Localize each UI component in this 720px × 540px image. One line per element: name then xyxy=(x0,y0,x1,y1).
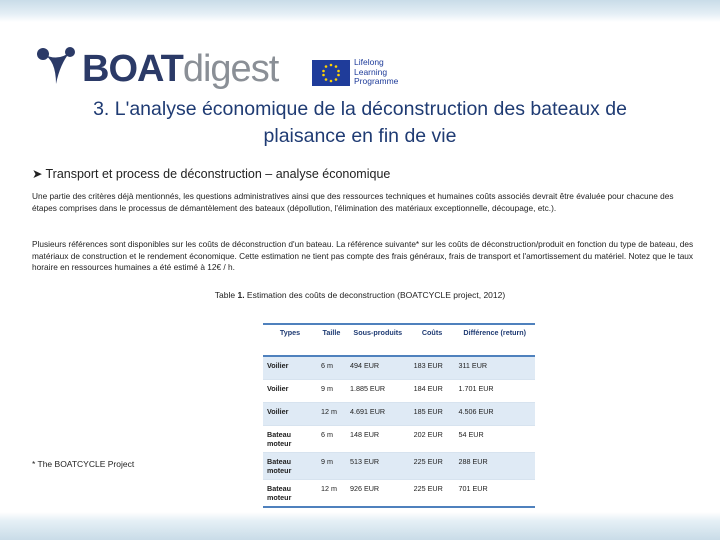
cell-difference: 1.701 EUR xyxy=(454,380,535,403)
header-size: Taille xyxy=(317,324,346,356)
cell-costs: 183 EUR xyxy=(410,356,455,380)
header-difference: Différence (return) xyxy=(454,324,535,356)
table-caption xyxy=(0,290,720,300)
title-line-2: plaisance en fin de vie xyxy=(263,125,457,147)
cell-size: 9 m xyxy=(317,380,346,403)
table-row xyxy=(263,403,535,426)
cell-size: 6 m xyxy=(317,426,346,453)
table-row xyxy=(263,356,535,380)
arrow-bullet-icon: ➤ xyxy=(32,167,43,181)
cell-costs: 225 EUR xyxy=(410,480,455,508)
paragraph-2: Plusieurs références sont disponibles sur les coûts de déconstruction d'un bateau. La référence suivante* sur les coûts de déconstruction/produit en fonction du type de bateau, des matériaux de construction et le rendement économique. Cette estimation ne tient pas compte des frais généraux, frais de transport et l'amortissement du matériel. Notez que le taux horaire en ressources humaines a été estimé à 12€ / h. xyxy=(32,239,694,273)
cell-byproducts: 513 EUR xyxy=(346,453,410,480)
logo-text-boat: BOAT xyxy=(82,48,183,90)
cell-byproducts: 148 EUR xyxy=(346,426,410,453)
table-header-row xyxy=(263,324,535,356)
bottom-decor-band xyxy=(0,512,720,540)
cell-costs: 184 EUR xyxy=(410,380,455,403)
cell-difference: 311 EUR xyxy=(454,356,535,380)
eu-flag-icon xyxy=(312,60,350,86)
boatdigest-logo xyxy=(34,44,294,94)
cell-type: Bateau moteur xyxy=(263,480,317,508)
cell-difference: 4.506 EUR xyxy=(454,403,535,426)
cell-difference: 701 EUR xyxy=(454,480,535,508)
cell-size: 6 m xyxy=(317,356,346,380)
footnote: * The BOATCYCLE Project xyxy=(32,459,135,469)
cost-table xyxy=(263,323,535,508)
slide-title xyxy=(40,96,680,150)
title-line-1: 3. L'analyse économique de la déconstruction des bateaux de xyxy=(93,98,627,120)
header-byproducts: Sous-produits xyxy=(346,324,410,356)
eu-line-3: Programme xyxy=(354,76,399,86)
cell-difference: 54 EUR xyxy=(454,426,535,453)
cell-type: Bateau moteur xyxy=(263,453,317,480)
cell-costs: 225 EUR xyxy=(410,453,455,480)
lifelong-learning-logo xyxy=(312,58,422,90)
cell-type: Voilier xyxy=(263,356,317,380)
cell-costs: 202 EUR xyxy=(410,426,455,453)
logo-wordmark xyxy=(82,46,278,92)
eu-line-2: Learning xyxy=(354,66,388,77)
cell-costs: 185 EUR xyxy=(410,403,455,426)
paragraph-1: Une partie des critères déjà mentionnés, les questions administratives ainsi que des ressources techniques et humaines coûts associés devrait être évaluée pour chacune des étapes comprises dans le processus de démantèlement des bateaux (dépollution, l'élimination des matériaux exceptionnelle, découpage, etc.). xyxy=(32,191,674,213)
cell-size: 12 m xyxy=(317,480,346,508)
cell-byproducts: 4.691 EUR xyxy=(346,403,410,426)
cell-type: Voilier xyxy=(263,380,317,403)
caption-prefix: Table xyxy=(214,290,238,300)
bullet-text: Transport et process de déconstruction – analyse économique xyxy=(45,167,391,181)
boat-logo-icon xyxy=(34,44,80,90)
header-costs: Coûts xyxy=(410,324,455,356)
header-types: Types xyxy=(263,324,317,356)
cell-byproducts: 1.885 EUR xyxy=(346,380,410,403)
eu-programme-label xyxy=(354,58,398,87)
cell-type: Voilier xyxy=(263,403,317,426)
cell-byproducts: 926 EUR xyxy=(346,480,410,508)
section-bullet xyxy=(32,166,390,181)
top-decor-band xyxy=(0,0,720,22)
caption-number: 1. xyxy=(237,290,245,300)
logo-text-digest: digest xyxy=(182,48,279,90)
cell-size: 9 m xyxy=(317,453,346,480)
cell-byproducts: 494 EUR xyxy=(346,356,410,380)
cell-size: 12 m xyxy=(317,403,346,426)
table-row xyxy=(263,480,535,508)
table-row xyxy=(263,380,535,403)
cell-type: Bateau moteur xyxy=(263,426,317,453)
table-row xyxy=(263,426,535,453)
table-row xyxy=(263,453,535,480)
eu-line-1: Lifelong xyxy=(354,57,384,67)
cell-difference: 288 EUR xyxy=(454,453,535,480)
caption-text: Estimation des coûts de deconstruction (BOATCYCLE project, 2012) xyxy=(244,290,506,300)
